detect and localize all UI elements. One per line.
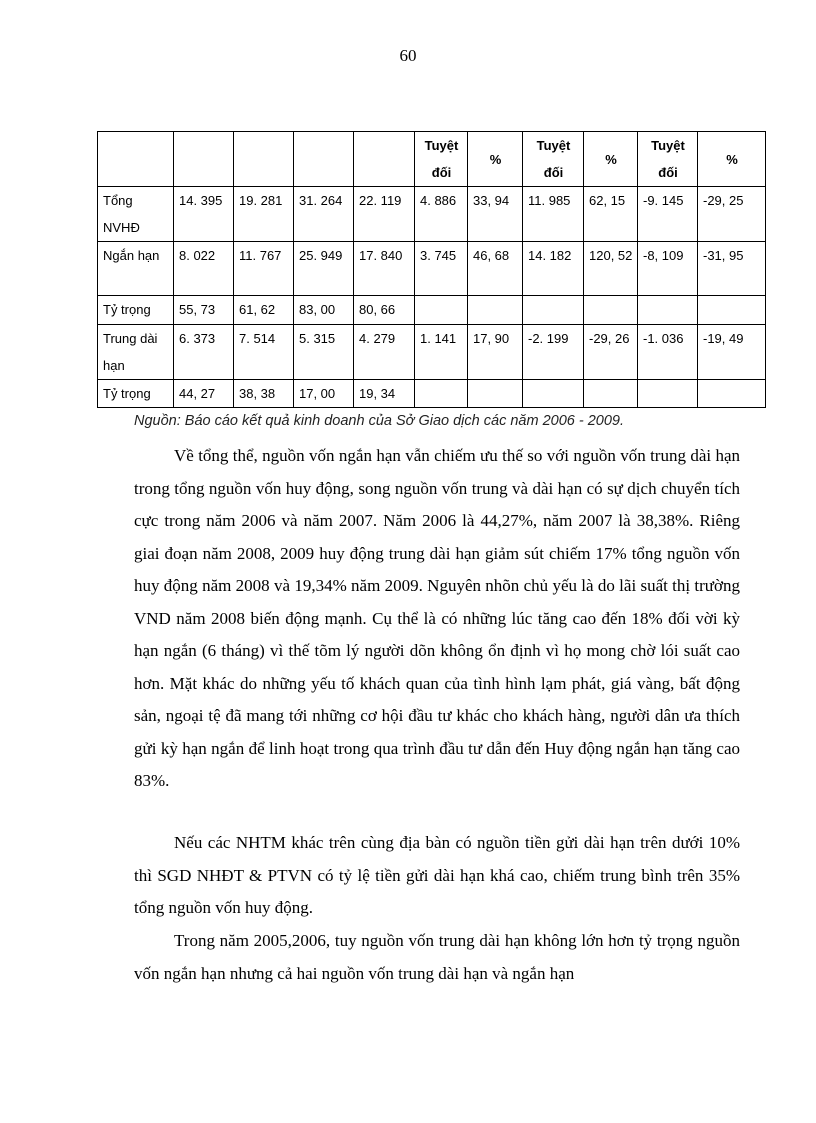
table-cell: 11. 985 <box>523 187 584 242</box>
table-cell: -31, 95 <box>698 242 766 296</box>
header-cell: Tuyệt đối <box>523 132 584 187</box>
table-cell <box>698 296 766 325</box>
table-cell: 17, 90 <box>468 325 523 380</box>
table-cell <box>415 296 468 325</box>
table-cell: 4. 279 <box>354 325 415 380</box>
table-cell: 7. 514 <box>234 325 294 380</box>
table-cell: Tỷ trọng <box>98 296 174 325</box>
table-row <box>98 187 766 242</box>
body-paragraph: Nếu các NHTM khác trên cùng địa bàn có nguồn tiền gửi dài hạn trên dưới 10% thì SGD NHĐT & PTVN có tỷ lệ tiền gửi dài hạn khá cao, chiếm trung bình trên 35% tổng nguồn vốn huy động. <box>134 833 740 917</box>
table-cell: 80, 66 <box>354 296 415 325</box>
table-cell: 4. 886 <box>415 187 468 242</box>
table-cell <box>468 296 523 325</box>
capital-mobilization-table <box>97 131 766 408</box>
table-cell: 62, 15 <box>584 187 638 242</box>
table-cell: 19. 281 <box>234 187 294 242</box>
table-cell: 17. 840 <box>354 242 415 296</box>
header-cell: Tuyệt đối <box>638 132 698 187</box>
table-row <box>98 296 766 325</box>
table-cell: 33, 94 <box>468 187 523 242</box>
table-cell: 1. 141 <box>415 325 468 380</box>
table-cell: -29, 26 <box>584 325 638 380</box>
table-cell: 3. 745 <box>415 242 468 296</box>
body-paragraph: Về tổng thể, nguồn vốn ngắn hạn vẫn chiếm ưu thế so với nguồn vốn trung dài hạn trong tổng nguồn vốn huy động, song nguồn vốn trung và dài hạn có sự dịch chuyển tích cực trong năm 2006 và năm 2007. Năm 2006 là 44,27%, năm 2007 là 38,38%. Riêng giai đoạn năm 2008, 2009 huy động trung dài hạn giảm sút chiếm 17% tổng nguồn vốn huy động năm 2008 và 19,34% năm 2009. Nguyên nhõn chủ yếu là do lãi suất thị trường VND năm 2008 biến động mạnh. Cụ thể là có những lúc tăng cao đến 18% đối vời kỳ hạn ngắn (6 tháng) vì thế tõm lý người dõn không ổn định vì họ mong chờ lói suất cao hơn. Mặt khác do những yếu tố khách quan của tình hình lạm phát, giá vàng, bất động sản, ngoại tệ đã mang tới những cơ hội đầu tư khác cho khách hàng, người dân ưa thích gửi kỳ hạn ngắn để linh hoạt trong qua trình đầu tư dẫn đến Huy động ngắn hạn tăng cao 83%. <box>134 446 740 790</box>
header-cell <box>294 132 354 187</box>
table-cell: -19, 49 <box>698 325 766 380</box>
table-cell: 61, 62 <box>234 296 294 325</box>
table-source-note: Nguồn: Báo cáo kết quả kinh doanh của Sở Giao dịch các năm 2006 - 2009. <box>134 413 625 429</box>
table-cell <box>638 296 698 325</box>
table-cell <box>523 380 584 408</box>
table-cell: 55, 73 <box>174 296 234 325</box>
header-cell: % <box>698 132 766 187</box>
table-cell: 31. 264 <box>294 187 354 242</box>
table-cell <box>584 380 638 408</box>
table-cell: 25. 949 <box>294 242 354 296</box>
table-cell: Ngắn hạn <box>98 242 174 296</box>
table-cell: -1. 036 <box>638 325 698 380</box>
capital-table-container <box>97 131 766 408</box>
table-cell: Trung dài hạn <box>98 325 174 380</box>
table-cell: 22. 119 <box>354 187 415 242</box>
table-cell: -2. 199 <box>523 325 584 380</box>
header-cell: % <box>468 132 523 187</box>
table-cell <box>468 380 523 408</box>
table-cell: 38, 38 <box>234 380 294 408</box>
header-cell <box>98 132 174 187</box>
table-cell: 8. 022 <box>174 242 234 296</box>
table-cell: 17, 00 <box>294 380 354 408</box>
header-cell: Tuyệt đối <box>415 132 468 187</box>
table-row <box>98 380 766 408</box>
table-cell: 11. 767 <box>234 242 294 296</box>
page-number: 60 <box>399 46 417 65</box>
table-cell: -8, 109 <box>638 242 698 296</box>
table-cell: -29, 25 <box>698 187 766 242</box>
table-cell: 6. 373 <box>174 325 234 380</box>
table-cell <box>584 296 638 325</box>
table-header-row <box>98 132 766 187</box>
table-cell: Tổng NVHĐ <box>98 187 174 242</box>
table-cell <box>523 296 584 325</box>
header-cell <box>174 132 234 187</box>
table-cell: 44, 27 <box>174 380 234 408</box>
table-cell: 19, 34 <box>354 380 415 408</box>
header-cell <box>234 132 294 187</box>
table-cell: Tỷ trọng <box>98 380 174 408</box>
table-cell <box>698 380 766 408</box>
table-row <box>98 242 766 296</box>
table-cell <box>638 380 698 408</box>
table-cell: 83, 00 <box>294 296 354 325</box>
table-cell: 5. 315 <box>294 325 354 380</box>
body-paragraph: Trong năm 2005,2006, tuy nguồn vốn trung dài hạn không lớn hơn tỷ trọng nguồn vốn ngắn hạn nhưng cả hai nguồn vốn trung dài hạn và ngắn hạn <box>134 931 740 983</box>
table-cell: 46, 68 <box>468 242 523 296</box>
table-cell: 14. 395 <box>174 187 234 242</box>
table-row <box>98 325 766 380</box>
header-cell <box>354 132 415 187</box>
table-cell: 120, 52 <box>584 242 638 296</box>
header-cell: % <box>584 132 638 187</box>
table-cell: -9. 145 <box>638 187 698 242</box>
table-cell <box>415 380 468 408</box>
table-cell: 14. 182 <box>523 242 584 296</box>
